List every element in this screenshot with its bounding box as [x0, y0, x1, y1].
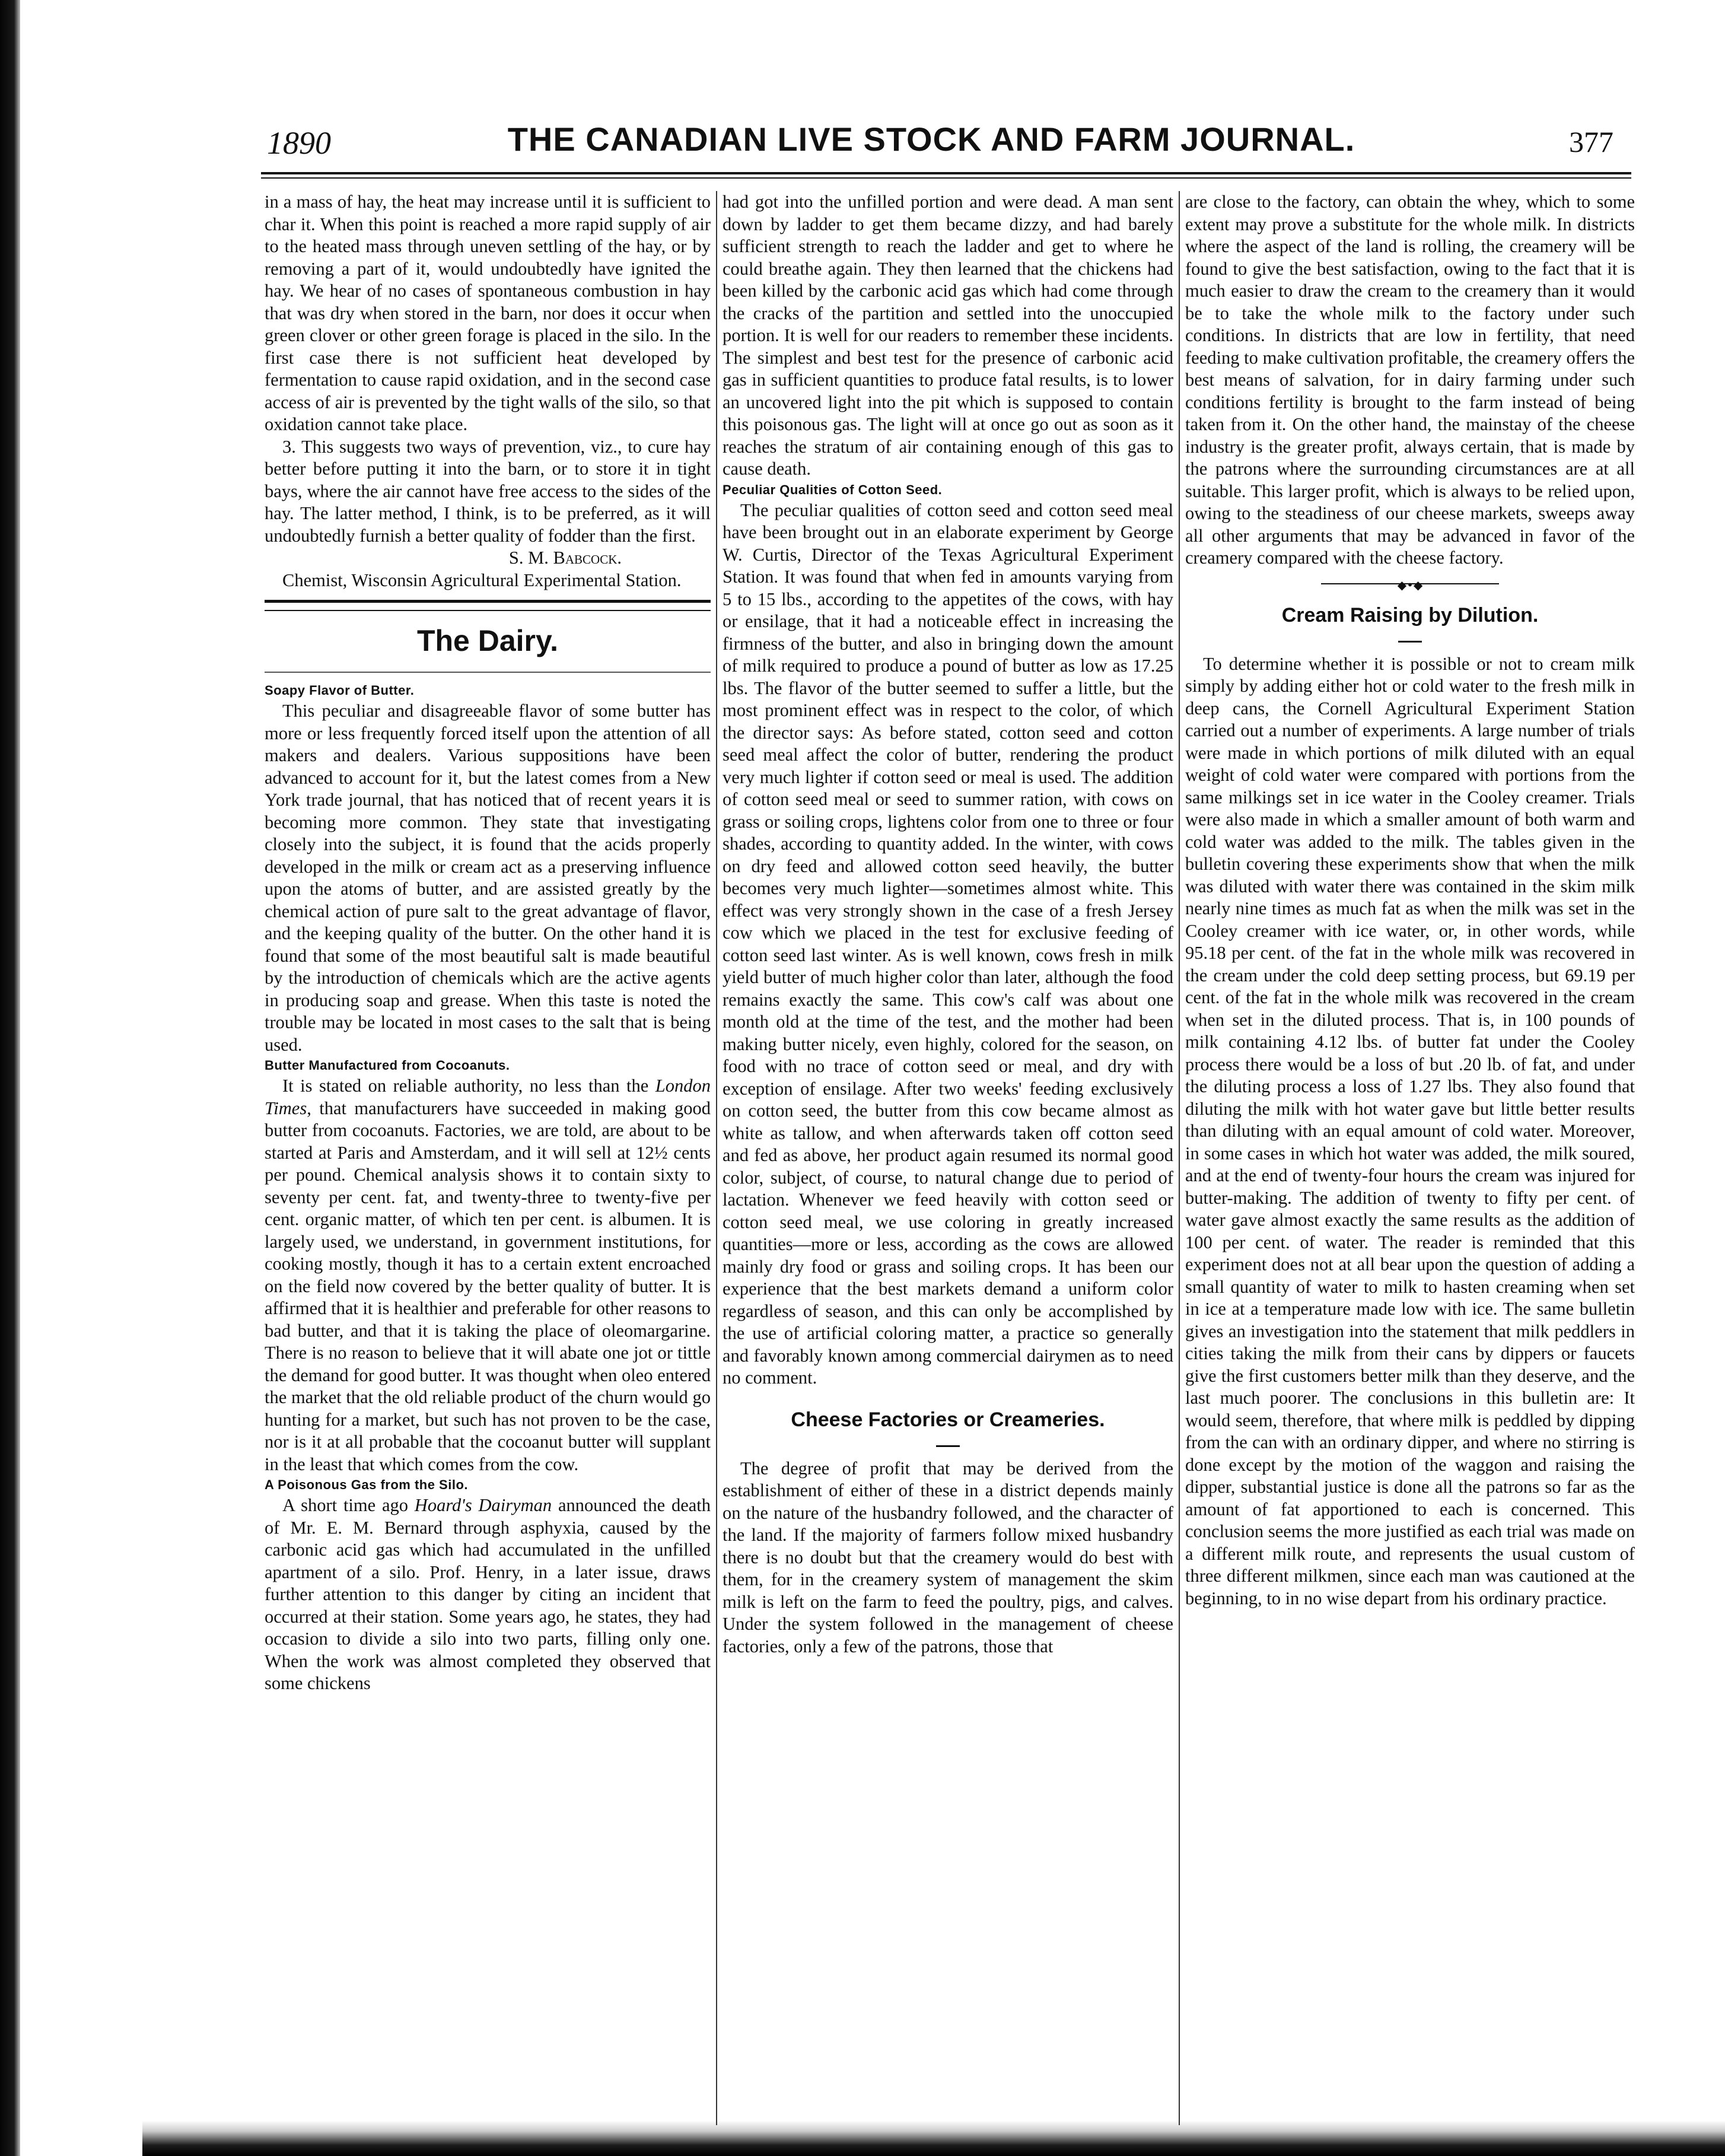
publication-name: Hoard's Dairyman — [414, 1495, 552, 1515]
text-run: , that manufacturers have succeeded in making good butter from cocoanuts. Factories, we are told, are about to be started at Paris and Amsterdam, and it will sell at 12½ cents per pound. Chemical analysis shows it to contain sixty to seventy per cent. fat, and twenty-three to twenty-five per cent. organic matter, of which ten per cent. is albumen. It is largely used, we understand, in government institutions, for cooking mostly, though it has to a certain extent encroached on the field now covered by the better quality of butter. It is affirmed that it is healthier and preferable for other reasons to bad butter, and that it is taking the place of oleomargarine. There is no reason to believe that it will abate one jot or tittle the demand for good butter. It was thought when oleo entered the market that the old reliable product of the churn would go hunting for a market, but such has not proven to be the case, nor is it at all probable that the cocoanut butter will supplant in the least that which comes from the cow. — [265, 1098, 711, 1474]
paragraph — [265, 1075, 711, 1476]
title-rule — [1398, 641, 1422, 643]
article-title: Cheese Factories or Creameries. — [791, 1408, 1105, 1431]
header-rule — [261, 172, 1631, 174]
paragraph: had got into the unfilled portion and were dead. A man sent down by ladder to get them became dizzy, and had barely sufficient strength to reach the ladder and get to where he could breathe again. They then learned that the chickens had been killed by the carbonic acid gas which had come through the cracks of the partition and settled into the unoccupied portion. It is well for our readers to remember these incidents. The simplest and best test for the presence of carbonic acid gas in sufficient quantities to produce fatal results, is to lower an uncovered light into the pit which is supposed to contain this poisonous gas. The light will at once go out as soon as it reaches the stratum of air containing enough of this gas to cause death. — [723, 192, 1173, 479]
paragraph: are close to the factory, can obtain the whey, which to some extent may prove a substitute for the whole milk. In districts where the aspect of the land is rolling, the creamery will be found to give the best satisfaction, owing to the fact that it is much easier to draw the cream to the creamery than it would be to take the whole milk to the factory under such conditions. In districts that are low in fertility, that need feeding to make cultivation profitable, the creamery offers the best means of salvation, for in dairy farming under such conditions fertility is brought to the farm instead of being taken from it. On the other hand, the mainstay of the cheese industry is the greater profit, always certain, that is made by the patrons where the surrounding circumstances are at all suitable. This larger profit, which is always to be relied upon, owing to the steadiness of our cheese markets, sweeps away all other arguments that may be advanced in favor of the creamery compared with the cheese factory. — [1185, 192, 1635, 568]
journal-title: THE CANADIAN LIVE STOCK AND FARM JOURNAL. — [507, 120, 1355, 158]
text-run: A short time ago — [282, 1495, 415, 1515]
author-affiliation: Chemist, Wisconsin Agricultural Experimental Station. — [282, 570, 682, 590]
page-number: 377 — [1569, 125, 1613, 158]
column-2 — [723, 191, 1173, 1658]
header-rule-thin — [261, 177, 1631, 179]
paragraph: This peculiar and disagreeable flavor of some butter has more or less frequently forced itself upon the attention of all makers and dealers. Various suppositions have been advanced to account for it, but the latest comes from a New York trade journal, that has noticed that of recent years it is becoming more common. They state that investigating closely into the subject, it is found that the acids properly developed in the milk or cream act as a preserving influence upon the atoms of butter, and are assisted greatly by the chemical action of pure salt to the great advantage of flavor, and the keeping quality of the butter. On the other hand it is found that some of the most beautiful salt is made beautiful by the introduction of chemicals which are the active agents in producing soap and grease. When this taste is noted the trouble may be located in most cases to the salt that is being used. — [265, 701, 711, 1055]
article-heading: Butter Manufactured from Cocoanuts. — [265, 1058, 510, 1073]
header-year: 1890 — [267, 125, 331, 161]
paragraph: The degree of profit that may be derived from the establishment of either of these in a district depends mainly on the nature of the husbandry followed, and the character of the land. If the majority of farmers follow mixed husbandry there is no doubt but that the creamery would do best with them, for in the creamery system of management the skim milk is left on the farm to feed the poultry, pigs, and calves. Under the system followed in the management of cheese factories, only a few of the patrons, those that — [723, 1458, 1173, 1656]
column-1 — [265, 191, 711, 1695]
paragraph: 3. This suggests two ways of prevention, viz., to cure hay better before putting it into the barn, or to store it in tight bays, where the air cannot have free access to the sides of the hay. The latter method, I think, is to be preferred, as it will undoubtedly furnish a better quality of fodder than the first. — [265, 436, 711, 546]
paragraph: To determine whether it is possible or not to cream milk simply by adding either hot or cold water to the fresh milk in deep cans, the Cornell Agricultural Experiment Station carried out a number of experiments. A large number of trials were made in which portions of milk diluted with an equal weight of cold water were compared with portions from the same milkings set in ice water in the Cooley creamer. Trials were also made in which a smaller amount of both warm and cold water was added to the milk. The tables given in the bulletin covering these experiments show that when the milk was diluted with water there was contained in the skim milk nearly nine times as much fat as when the milk was set in the Cooley creamer with ice water, or, in other words, while 95.18 per cent. of the fat in the whole milk was recovered in the cream under the cold deep setting process, but 69.19 per cent. of the fat in the whole milk was recovered in the cream when set in the diluted process. That is, in 100 pounds of milk containing 4.12 lbs. of butter fat under the Cooley process there would be a loss of but .20 lb. of fat, and under the diluting process a loss of 1.27 lbs. They also found that diluting the milk with hot water gave but little better results than diluting with an equal amount of cold water. Moreover, in some cases in which hot water was added, the milk soured, and at the end of twenty-four hours the cream was injured for butter-making. The addition of twenty to fifty per cent. of water gave almost exactly the same results as the addition of 100 per cent. of water. The reader is reminded that this experiment does not at all bear upon the question of adding a small quantity of water to milk to hasten creaming when set in ice at a temperature made low with ice. The same bulletin gives an investigation into the statement that milk peddlers in cities taking the milk from their cans by dippers or faucets give the first customers better milk than they deserve, and the last much poorer. The conclusions in this bulletin are: It would seem, therefore, that where milk is peddled by dipping from the can with an ordinary dipper, and where no stirring is done except by the motion of the waggon and raising the dipper, substantial justice is done all the patrons so far as the amount of fat apportioned to each is concerned. This conclusion seems the more justified as each trial was made on a different milk route, and represents the usual custom of three different milkmen, since each man was cautioned at the beginning, to in no wise depart from his ordinary practice. — [1185, 653, 1635, 1608]
article-heading: Soapy Flavor of Butter. — [265, 683, 415, 698]
column-divider — [716, 191, 717, 2125]
page-bottom-edge — [142, 2120, 1725, 2156]
title-rule — [936, 1445, 960, 1447]
article-heading: Peculiar Qualities of Cotton Seed. — [723, 482, 943, 497]
paragraph: The peculiar qualities of cotton seed and cotton seed meal have been brought out in an elaborate experiment by George W. Curtis, Director of the Texas Agricultural Experiment Station. It was found that when fed in amounts varying from 5 to 15 lbs., according to the appetites of the cows, with hay or ensilage, that it had a noticeable effect in increasing the firmness of the butter, and also in bringing down the amount of milk required to produce a pound of butter as low as 17.25 lbs. The flavor of the butter seemed to suffer a little, but the most prominent effect was in respect to the color, of which the director says: As before stated, cotton seed and cotton seed meal affect the color of butter, rendering the product very much lighter if cotton seed or meal is used. The addition of cotton seed meal or seed to summer ration, with cows on grass or soiling crops, lightens color from one to three or four shades, according to quantity added. In the winter, with cows on dry feed and allowed cotton seed heavily, the butter becomes very much lighter—sometimes almost white. This effect was very strongly shown in the case of a fresh Jersey cow which we placed in the test for exclusive feeding of cotton seed last winter. As is well known, cows fresh in milk yield butter of much higher color than later, although the food remains exactly the same. This cow's calf was about one month old at the time of the test, and the mother had been making butter nicely, even highly, colored for the season, on food with no trace of cotton seed or meal, and dry with exception of ensilage. After two weeks' feeding exclusively on cotton seed, the butter from this cow became almost as white as tallow, and when afterwards taken off cotton seed and fed as above, her product again resumed its normal good color, subject, of course, to natural change due to period of lactation. Whenever we feed heavily with cotton seed or cotton seed meal, we use coloring in greatly increased quantities—more or less, according as the cows are allowed mainly dry food or grass and soiling crops. It has been our experience that the best markets demand a uniform color regardless of season, and this can only be accomplished by the use of artificial coloring matter, a practice so generally and favorably known among commercial dairymen as to need no comment. — [723, 500, 1173, 1388]
page-header — [255, 116, 1637, 164]
ornament-divider — [1321, 580, 1499, 587]
section-title: The Dairy. — [416, 624, 559, 657]
section-rule — [265, 600, 711, 611]
publication-name: London Times — [265, 1076, 711, 1118]
column-3 — [1185, 191, 1635, 1610]
paragraph — [265, 1494, 711, 1695]
article-heading: A Poisonous Gas from the Silo. — [265, 1477, 469, 1492]
paragraph: in a mass of hay, the heat may increase until it is sufficient to char it. When this point is reached a more rapid supply of air to the heated mass through uneven settling of the hay, or by removing a part of it, would undoubtedly have ignited the hay. We hear of no cases of spontaneous combustion in hay that was dry when stored in the barn, nor does it occur when green clover or other green forage is placed in the silo. In the first case there is not sufficient heat developed by fermentation to cause rapid oxidation, and in the second case access of air is prevented by the tight walls of the silo, so that oxidation cannot take place. — [265, 192, 711, 434]
article-title: Cream Raising by Dilution. — [1281, 603, 1539, 627]
text-run: It is stated on reliable authority, no less than the — [282, 1076, 655, 1096]
text-run: announced the death of Mr. E. M. Bernard through asphyxia, caused by the carbonic acid gas which had accumulated in the unfilled apartment of a silo. Prof. Henry, in a later issue, draws further attention to this danger by citing an incident that occurred at their station. Some years ago, he states, they had occasion to divide a silo into two parts, filling only one. When the work was almost completed they observed that some chickens — [265, 1495, 711, 1693]
author-signature: S. M. Babcock. — [508, 548, 622, 568]
page-binding-edge — [0, 0, 20, 2156]
section-rule — [265, 672, 711, 673]
column-divider — [1179, 191, 1180, 2125]
